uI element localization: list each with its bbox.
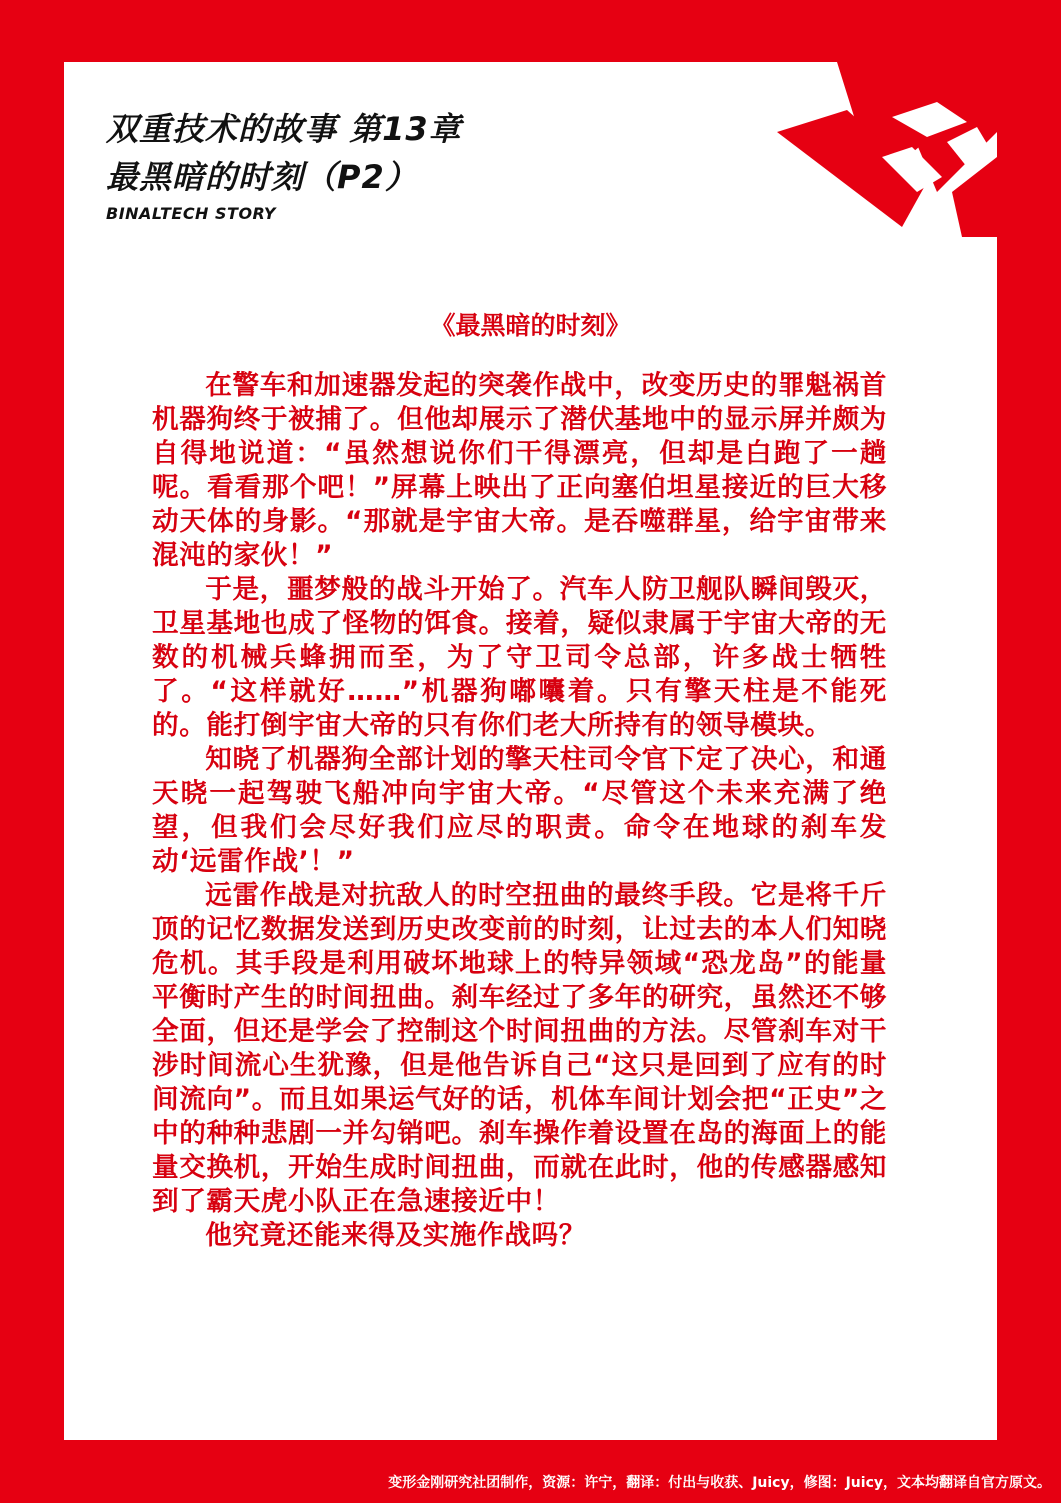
page-panel [64, 62, 997, 1440]
page-title-line-1: 双重技术的故事 第13章 [106, 110, 462, 148]
series-subtitle: BINALTECH STORY [106, 204, 276, 223]
paragraph: 远雷作战是对抗敌人的时空扭曲的最终手段。它是将千斤顶的记忆数据发送到历史改变前的时刻，让过去的本人们知晓危机。其手段是利用破坏地球上的特异领域“恐龙岛”的能量平衡时产生的时间扭曲。刹车经过了多年的研究，虽然还不够全面，但还是学会了控制这个时间扭曲的方法。尽管刹车对干涉时间流心生犹豫，但是他告诉自己“这只是回到了应有的时间流向”。而且如果运气好的话，机体车间计划会把“正史”之中的种种悲剧一并勾销吧。刹车操作着设置在岛的海面上的能量交换机，开始生成时间扭曲，而就在此时，他的传感器感知到了霸天虎小队正在急速接近中！ [152, 880, 887, 1217]
page-title-line-2: 最黑暗的时刻（P2） [106, 158, 418, 196]
autobot-logo [777, 62, 997, 237]
paragraph: 知晓了机器狗全部计划的擎天柱司令官下定了决心，和通天晓一起驾驶飞船冲向宇宙大帝。“尽管这个未来充满了绝望，但我们会尽好我们应尽的职责。命令在地球的刹车发动‘远雷作战’！” [152, 744, 887, 877]
article-body [152, 369, 887, 1253]
paragraph: 于是，噩梦般的战斗开始了。汽车人防卫舰队瞬间毁灭，卫星基地也成了怪物的饵食。接着，疑似隶属于宇宙大帝的无数的机械兵蜂拥而至，为了守卫司令总部，许多战士牺牲了。“这样就好……”机器狗嘟囔着。只有擎天柱是不能死的。能打倒宇宙大帝的只有你们老大所持有的领导模块。 [152, 574, 887, 741]
article-title: 《最黑暗的时刻》 [430, 311, 631, 340]
footer-credits: 变形金刚研究社团制作，资源：许宁，翻译：付出与收获、Juicy，修图：Juicy，文本均翻译自官方原文。 [388, 1475, 1051, 1491]
paragraph: 在警车和加速器发起的突袭作战中，改变历史的罪魁祸首机器狗终于被捕了。但他却展示了潜伏基地中的显示屏并颇为自得地说道：“虽然想说你们干得漂亮，但却是白跑了一趟呢。看看那个吧！”屏幕上映出了正向塞伯坦星接近的巨大移动天体的身影。“那就是宇宙大帝。是吞噬群星，给宇宙带来混沌的家伙！” [152, 370, 887, 571]
paragraph: 他究竟还能来得及实施作战吗？ [205, 1220, 586, 1251]
